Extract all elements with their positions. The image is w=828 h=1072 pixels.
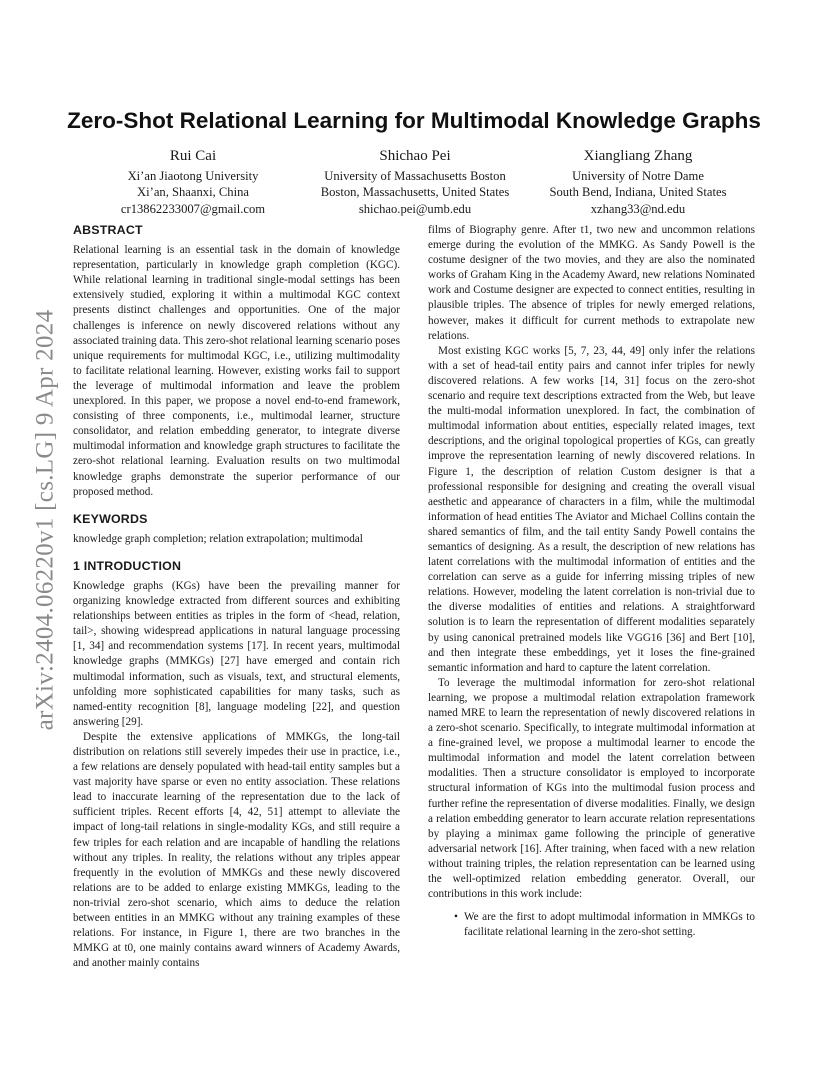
- intro-paragraph-2: Despite the extensive applications of MMKGs, the long-tail distribution on relations still severely impedes their use in practice, i.e., a few relations are densely populated with head-tail entity samples but a vast majority have sparse or even no entity association. These relations lead to inaccurate learning of the representation due to the lack of sufficient triples. Recent efforts [4, 42, 51] attempt to alleviate the impact of long-tail relations in single-modality KGs, and still require a few triples for each relation and are incapable of handling the relations without any triples. In reality, the relations without any triples appear frequently in the evolution of MMKGs and these newly discovered relations are to be added to enlarge existing MMKGs, leading to the non-trivial zero-shot scenario, which aims to deduce the relation between entities in an MMKG without any training examples of these relations. For instance, in Figure 1, there are two branches in the MMKG at t0, one mainly contains award winners of Academy Awards, and another mainly contains: [73, 730, 400, 970]
- contribution-bullet: [428, 910, 755, 940]
- author-email: cr13862233007@gmail.com: [120, 201, 266, 216]
- author-block-1: [98, 147, 288, 217]
- author-name: Rui Cai: [169, 148, 217, 164]
- keywords-heading: KEYWORDS: [73, 511, 148, 526]
- intro-paragraph-2-continued: films of Biography genre. After t1, two new and uncommon relations emerge during the evolution of the MMKG. As Sandy Powell is the costume designer of the two movies, and they are also the nominated works of Graham King in the Academy Award, new relations Nominated work and Costume designer are expected to connect entities, resulting in plausible triples. The absence of triples for newly emerged relations, however, makes it difficult for current methods to extrapolate new relations.: [428, 224, 755, 342]
- right-column: [428, 223, 755, 940]
- author-location: Xi’an, Shaanxi, China: [137, 185, 249, 200]
- intro-paragraph-4: To leverage the multimodal information for zero-shot relational learning, we propose a multimodal relation extrapolation framework named MRE to learn the representation of newly discovered relations in a zero-shot scenario. Specifically, to integrate multimodal information at a fine-grained level, we propose a multimodal learner to encode the multimodal information and model the latent correlation between modalities. Then a structure consolidator is employed to incorporate structural information of KGs into the multimodal fusion process and further refine the representation of diverse modalities. Finally, we design a relation embedding generator to learn accurate relation representations by playing a minimax game following the principle of generative adversarial network [16]. After training, when faced with a new relation without training triples, the relation representation can be learned using the well-optimized relation embedding generator. Overall, our contributions in this work include:: [428, 676, 755, 901]
- author-block-3: [534, 147, 742, 217]
- contribution-text: We are the first to adopt multimodal information in MMKGs to facilitate relational learning in the zero-shot setting.: [464, 911, 755, 939]
- keywords-text: knowledge graph completion; relation extrapolation; multimodal: [73, 532, 363, 545]
- arxiv-identifier-stamp: [22, 290, 68, 750]
- author-location: Boston, Massachusetts, United States: [320, 185, 510, 200]
- author-name: Xiangliang Zhang: [583, 148, 693, 164]
- author-block-2: [300, 147, 530, 217]
- abstract-heading: ABSTRACT: [73, 223, 143, 237]
- author-affiliation: Xi’an Jiaotong University: [127, 169, 259, 183]
- author-affiliation: University of Massachusetts Boston: [324, 169, 506, 183]
- bullet-icon: •: [454, 911, 458, 924]
- abstract-text: Relational learning is an essential task in the domain of knowledge representation, particularly in knowledge graph completion (KGC). While relational learning in traditional single-modal settings has been extensively studied, exploring it within a multimodal KGC context presents distinct challenges and opportunities. One of the major challenges is inference on newly discovered relations without any associated training data. This zero-shot relational learning scenario poses unique requirements for multimodal KGC, i.e., utilizing multimodality to facilitate relational learning. However, existing works fail to support the leverage of multimodal information and leave the problem unexplored. In this paper, we propose a novel end-to-end framework, consisting of three components, i.e., multimodal learner, structure consolidator, and relation embedding generator, to integrate diverse multimodal information and knowledge graph structures to facilitate the zero-shot relational learning. Evaluation results on two multimodal knowledge graphs demonstrate the superior performance of our proposed method.: [73, 244, 400, 498]
- intro-paragraph-1: Knowledge graphs (KGs) have been the prevailing manner for organizing knowledge extracted from different sources and exhibiting relationships between entities as triples in the form of <head, relation, tail>, showing widespread applications in natural language processing [1, 34] and recommendation systems [17]. In recent years, multimodal knowledge graphs (MMKGs) [27] have emerged and contain rich multimodal information, such as visuals, text, and structural elements, unfolding more sophisticated capabilities for many tasks, such as named-entity recognition [8], language modeling [22], and question answering [29].: [73, 579, 400, 728]
- left-column: [73, 223, 400, 971]
- intro-paragraph-3: Most existing KGC works [5, 7, 23, 44, 49] only infer the relations with a set of head-tail entity pairs and cannot infer triples for newly discovered relations. A few works [14, 31] focus on the zero-shot scenario and require text descriptions extracted from the Web, but leave the multi-modal information unexplored. In fact, the combination of multimodal information about entities, especially related images, text descriptions, and the original topological properties of KGs, can greatly improve the representation learning of newly discovered relations. In Figure 1, the description of relation Custom designer is that a professional responsible for designing and creating the overall visual aesthetic and appearance of characters in a film, while the multimodal information of head entities The Aviator and Michael Collins contain the shared semantics of film, and the tail entity Sandy Powell contains the semantics of designing. As a result, the description of new relations has latent correlations with the multimodal information of entities and the correlation can serve as a guide for inferring missing triples of new relations. However, modeling the latent correlation is non-trivial due to the diverse modalities of entities and relations. A straightforward solution is to learn the representation of different modalities separately by using canonical pretrained models like VGG16 [36] and Bert [10], and then integrate these embeddings, yet it loses the fine-grained semantic information and hard to capture the latent correlation.: [428, 344, 755, 674]
- author-name: Shichao Pei: [379, 148, 451, 164]
- author-email: xzhang33@nd.edu: [590, 201, 686, 216]
- author-email: shichao.pei@umb.edu: [358, 201, 472, 216]
- paper-title: Zero-Shot Relational Learning for Multimodal Knowledge Graphs: [67, 108, 761, 133]
- author-location: South Bend, Indiana, United States: [549, 185, 727, 200]
- introduction-heading: 1 INTRODUCTION: [73, 558, 182, 573]
- arxiv-stamp-text: arXiv:2404.06220v1 [cs.LG] 9 Apr 2024: [31, 309, 58, 731]
- author-affiliation: University of Notre Dame: [572, 169, 704, 183]
